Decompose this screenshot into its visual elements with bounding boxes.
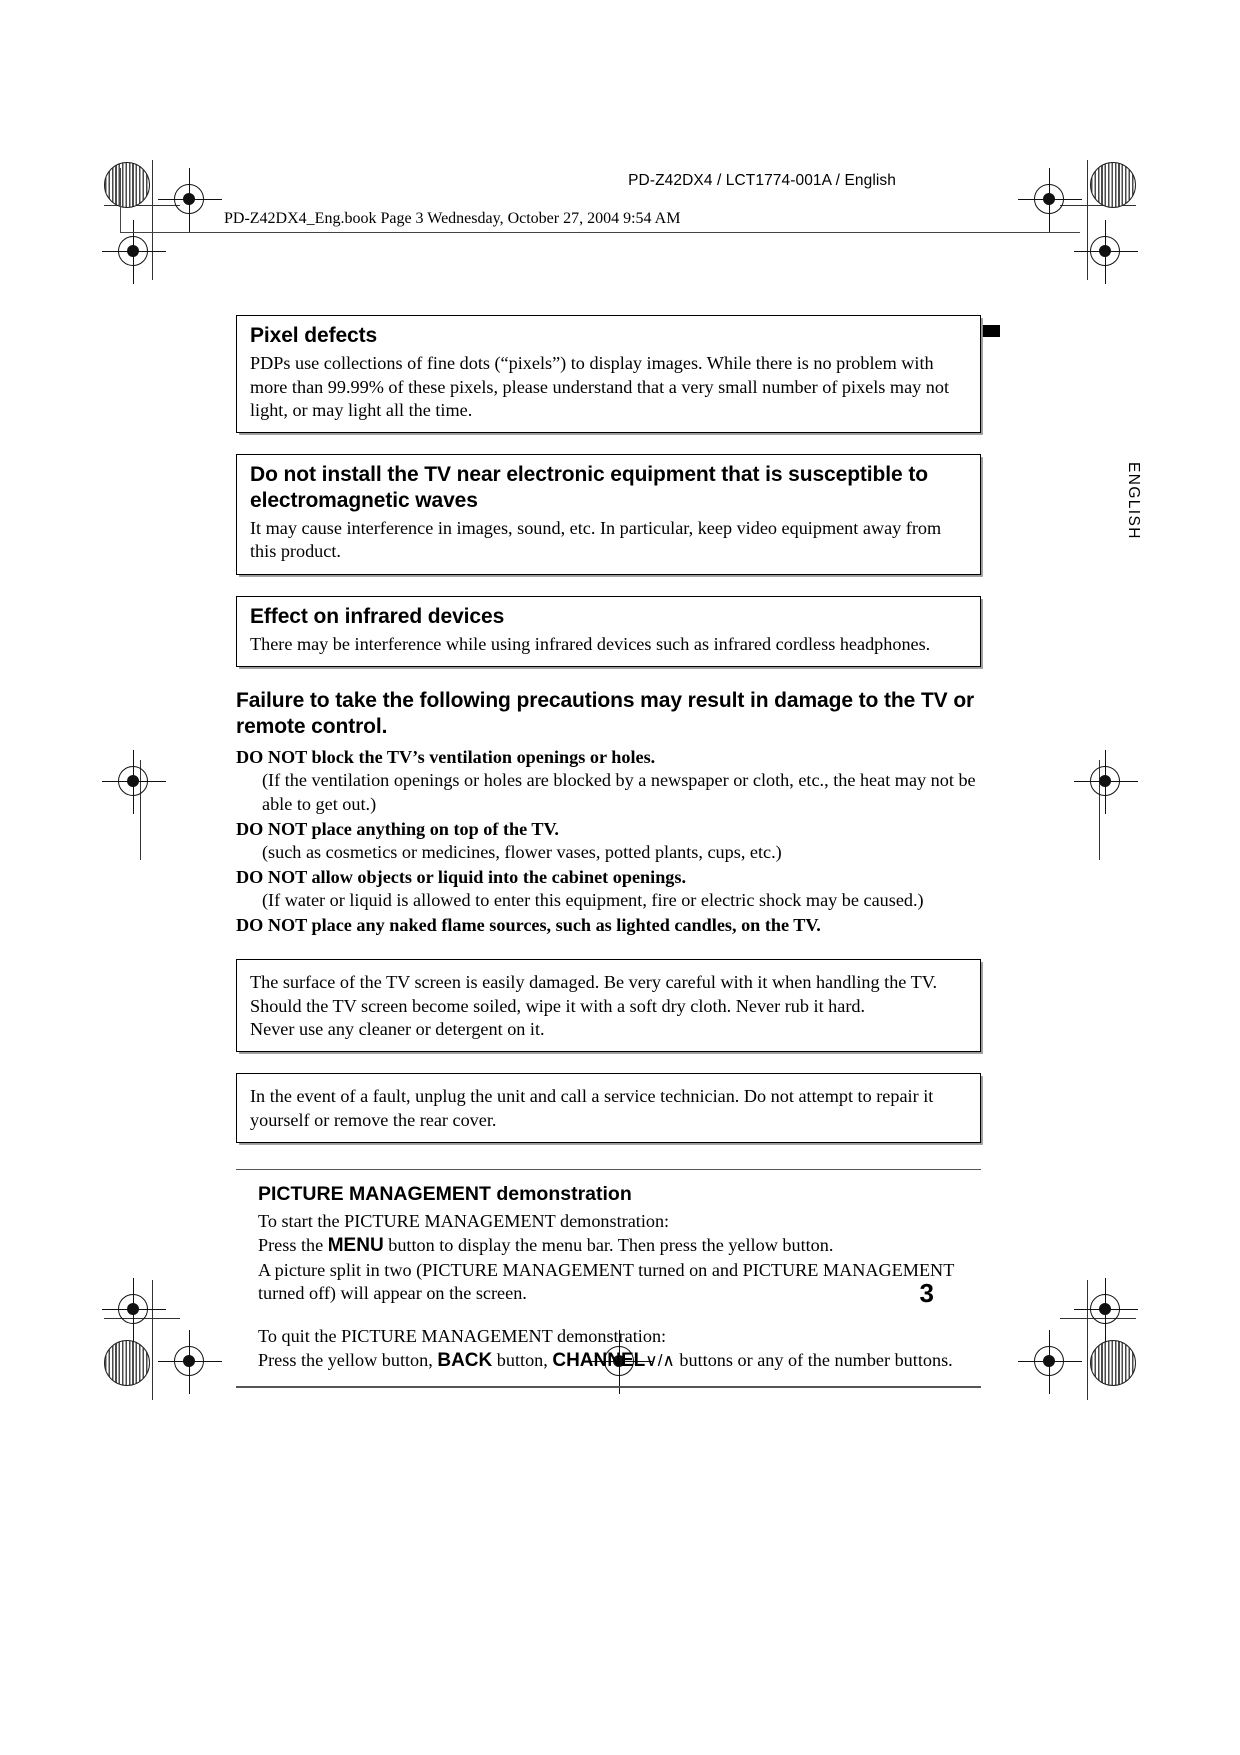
menu-button-key: MENU	[327, 1234, 384, 1256]
precautions-heading: Failure to take the following precautions may result in damage to the TV or remote control.	[236, 689, 975, 738]
info-box-fault-service	[236, 1073, 981, 1143]
back-button-key: BACK	[437, 1350, 493, 1372]
registration-mark-left-upper	[112, 230, 156, 274]
screen-care-line-2: Should the TV screen become soiled, wipe it with a soft dry cloth. Never rub it hard.	[250, 995, 866, 1016]
box-body-pixel-defects: PDPs use collections of fine dots (“pixels”) to display images. While there is no problem with more than 99.99% of these pixels, please understand that a very small number of pixels may not light, or may light all the time.	[250, 353, 950, 420]
document-header-id: PD-Z42DX4 / LCT1774-001A / English	[628, 172, 896, 189]
registration-mark-bottom-left	[168, 1340, 212, 1384]
box-title-pixel-defects: Pixel defects	[250, 324, 378, 347]
page-number: 3	[919, 1278, 934, 1308]
language-side-tab: ENGLISH	[1125, 462, 1142, 540]
picture-management-spacer	[258, 1306, 981, 1325]
press-prefix-text: Press the	[258, 1234, 328, 1255]
precautions-list	[236, 745, 981, 937]
quit-mid-text: button,	[492, 1350, 553, 1371]
box-title-electromagnetic: Do not install the TV near electronic equipment that is susceptible to electromagnetic waves	[250, 463, 928, 512]
precaution-head-cabinet-openings: DO NOT allow objects or liquid into the cabinet openings.	[236, 867, 687, 888]
precaution-head-naked-flame: DO NOT place any naked flame sources, such as lighted candles, on the TV.	[236, 915, 821, 936]
registration-mark-right-upper	[1084, 230, 1128, 274]
quit-prefix-text: Press the yellow button,	[258, 1350, 438, 1371]
press-suffix-text: button to display the menu bar. Then press the yellow button.	[383, 1234, 834, 1255]
page-content	[236, 315, 981, 1388]
halftone-target-top-left	[104, 162, 150, 208]
precaution-sub-ventilation: (If the ventilation openings or holes are blocked by a newspaper or cloth, etc., the heat may not be able to get out.)	[262, 770, 976, 815]
box-body-electromagnetic: It may cause interference in images, sound, etc. In particular, keep video equipment away from this product.	[250, 518, 942, 562]
registration-mark-top-left	[168, 178, 212, 222]
info-box-screen-care	[236, 959, 981, 1052]
picture-management-quit-label: To quit the PICTURE MANAGEMENT demonstration:	[258, 1326, 667, 1347]
precaution-head-top-of-tv: DO NOT place anything on top of the TV.	[236, 819, 559, 840]
picture-management-rule-bottom	[236, 1386, 981, 1388]
box-body-infrared: There may be interference while using infrared devices such as infrared cordless headphones.	[250, 634, 931, 655]
picture-management-split-line: A picture split in two (PICTURE MANAGEMENT turned on and PICTURE MANAGEMENT turned off) will appear on the screen.	[258, 1259, 954, 1304]
halftone-target-bottom-left	[104, 1340, 150, 1386]
info-box-infrared	[236, 596, 981, 668]
precaution-sub-top-of-tv: (such as cosmetics or medicines, flower vases, potted plants, cups, etc.)	[262, 842, 782, 863]
screen-care-line-1: The surface of the TV screen is easily damaged. Be very careful with it when handling the TV.	[250, 972, 938, 993]
channel-button-key: CHANNEL	[552, 1350, 646, 1372]
precaution-head-ventilation: DO NOT block the TV’s ventilation openings or holes.	[236, 747, 656, 768]
registration-mark-left-lower	[112, 1288, 156, 1332]
info-box-pixel-defects	[236, 315, 981, 433]
fault-service-body: In the event of a fault, unplug the unit and call a service technician. Do not attempt to repair it yourself or remove the rear cover.	[250, 1086, 934, 1130]
registration-mark-right-middle	[1084, 760, 1128, 804]
registration-mark-bottom-right	[1028, 1340, 1072, 1384]
screen-care-line-3: Never use any cleaner or detergent on it.	[250, 1019, 545, 1039]
box-title-infrared: Effect on infrared devices	[250, 604, 505, 628]
halftone-target-bottom-right	[1090, 1340, 1136, 1386]
registration-mark-left-middle	[112, 760, 156, 804]
halftone-target-top-right	[1090, 162, 1136, 208]
picture-management-title: PICTURE MANAGEMENT demonstration	[258, 1183, 632, 1206]
picture-management-quit-line	[258, 1349, 981, 1374]
precaution-sub-cabinet-openings: (If water or liquid is allowed to enter this equipment, fire or electric shock may be caused.)	[262, 890, 924, 911]
book-file-line: PD-Z42DX4_Eng.book Page 3 Wednesday, October 27, 2004 9:54 AM	[224, 210, 681, 227]
registration-mark-right-lower	[1084, 1288, 1128, 1332]
info-box-electromagnetic	[236, 454, 981, 574]
picture-management-start-label: To start the PICTURE MANAGEMENT demonstration:	[258, 1210, 670, 1231]
picture-management-press-menu-line	[258, 1234, 981, 1259]
picture-management-section	[236, 1182, 981, 1373]
book-header-rule-vertical	[120, 168, 121, 232]
registration-mark-top-right	[1028, 178, 1072, 222]
quit-suffix-text: buttons or any of the number buttons.	[674, 1350, 953, 1371]
book-header-rule	[120, 232, 1080, 233]
channel-arrows-icon: ∨/∧	[645, 1351, 675, 1371]
picture-management-rule-top	[236, 1169, 981, 1171]
